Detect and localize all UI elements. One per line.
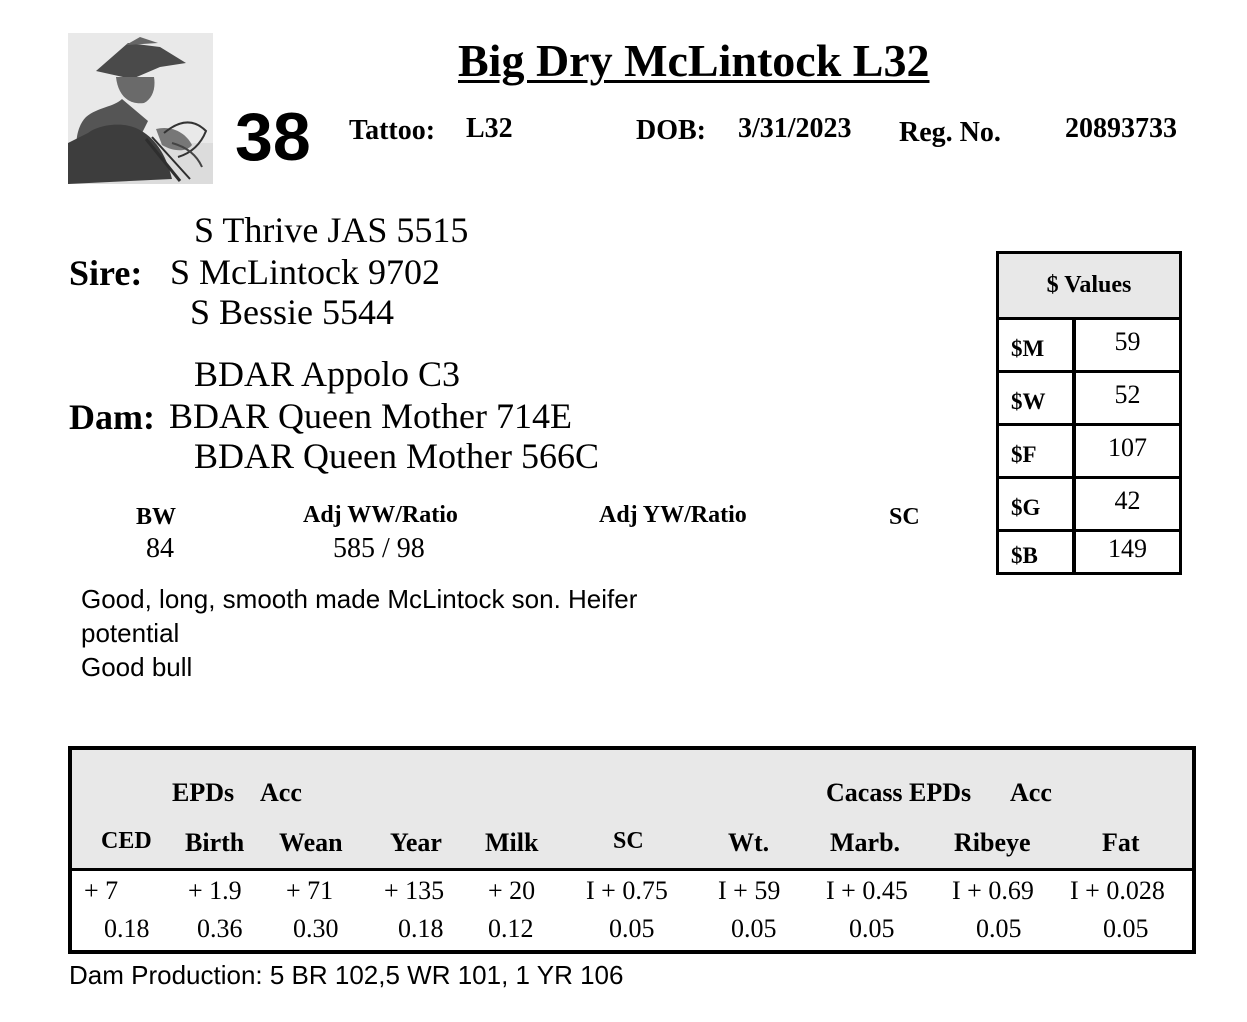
tattoo-value: L32 [466, 113, 513, 144]
dollar-value-row [999, 532, 1179, 572]
epd-acc-birth: 0.36 [197, 914, 243, 943]
dollar-value-key: $W [999, 373, 1076, 423]
dollar-value-key: $B [999, 532, 1076, 572]
epd-acc-wean: 0.30 [293, 914, 339, 943]
dollar-value-number: 107 [1108, 433, 1147, 462]
dollar-value-key: $F [999, 426, 1076, 476]
epd-value-wt: I + 59 [718, 876, 781, 905]
epd-acc-wt: 0.05 [731, 914, 777, 943]
dam-name: BDAR Queen Mother 714E [169, 396, 572, 436]
epd-col-fat: Fat [1102, 828, 1140, 857]
epd-col-milk: Milk [485, 828, 539, 857]
dollar-value-row [999, 373, 1179, 426]
dollar-value-number: 59 [1114, 327, 1141, 356]
remarks-line: Good bull [81, 652, 193, 682]
epd-acc-sc: 0.05 [609, 914, 655, 943]
epd-table [68, 746, 1196, 954]
epd-acc-marb: 0.05 [849, 914, 895, 943]
dob-label: DOB: [636, 115, 706, 146]
epd-value-marb: I + 0.45 [826, 876, 908, 905]
epd-col-ribeye: Ribeye [954, 828, 1031, 857]
remarks [81, 582, 721, 684]
dam-production: Dam Production: 5 BR 102,5 WR 101, 1 YR 106 [69, 960, 624, 990]
epd-value-year: + 135 [384, 876, 445, 905]
yw-label: Adj YW/Ratio [599, 502, 747, 528]
epd-col-year: Year [390, 828, 442, 857]
epd-col-wean: Wean [279, 828, 343, 857]
dollar-value-key: $G [999, 479, 1076, 529]
animal-name-title: Big Dry McLintock L32 [458, 35, 930, 86]
lot-number: 38 [235, 99, 311, 175]
dollar-values-table [996, 251, 1182, 575]
epd-value-milk: + 20 [488, 876, 536, 905]
dollar-values-title: $ Values [999, 254, 1179, 320]
epd-acc-year: 0.18 [398, 914, 444, 943]
sc-label: SC [889, 504, 920, 530]
dollar-value-key: $M [999, 320, 1076, 370]
epd-acc-label: Acc [260, 778, 302, 807]
epd-acc-ribeye: 0.05 [976, 914, 1022, 943]
registration-value: 20893733 [1065, 113, 1177, 144]
epd-col-birth: Birth [185, 828, 245, 857]
dollar-value-number: 42 [1114, 486, 1141, 515]
epd-group-label: EPDs [172, 778, 235, 807]
epd-value-ribeye: I + 0.69 [952, 876, 1034, 905]
epd-acc-fat: 0.05 [1103, 914, 1149, 943]
epd-value-birth: + 1.9 [188, 876, 242, 905]
sire-label: Sire: [69, 253, 143, 293]
remarks-line: Good, long, smooth made McLintock son. Heifer potential [81, 584, 638, 648]
dollar-value-number: 52 [1114, 380, 1141, 409]
epd-value-ced: + 7 [84, 876, 119, 905]
carcass-acc-label: Acc [1010, 778, 1052, 807]
dollar-value-row [999, 479, 1179, 532]
sire-sire: S Thrive JAS 5515 [194, 210, 469, 250]
dollar-value-row [999, 426, 1179, 479]
registration-label: Reg. No. [899, 117, 1001, 148]
dam-dam: BDAR Queen Mother 566C [194, 436, 599, 476]
bw-value: 84 [146, 533, 174, 564]
dollar-value-number: 149 [1108, 534, 1147, 563]
dob-value: 3/31/2023 [738, 113, 852, 144]
epd-table-header [72, 750, 1192, 871]
ww-value: 585 / 98 [333, 533, 425, 564]
cowboy-rider-icon [68, 33, 213, 184]
ww-label: Adj WW/Ratio [303, 502, 458, 528]
epd-col-ced: CED [101, 828, 152, 854]
epd-col-sc: SC [613, 828, 644, 854]
epd-value-wean: + 71 [286, 876, 334, 905]
epd-col-marb: Marb. [830, 828, 901, 857]
dollar-value-row [999, 320, 1179, 373]
epd-col-wt: Wt. [728, 828, 770, 857]
carcass-epd-group-label: Cacass EPDs [826, 778, 972, 807]
epd-acc-ced: 0.18 [104, 914, 150, 943]
sire-name: S McLintock 9702 [170, 252, 440, 292]
epd-acc-milk: 0.12 [488, 914, 534, 943]
tattoo-label: Tattoo: [349, 115, 436, 146]
bw-label: BW [136, 504, 177, 530]
sire-dam: S Bessie 5544 [190, 292, 395, 332]
epd-value-fat: I + 0.028 [1070, 876, 1165, 905]
dam-label: Dam: [69, 397, 155, 437]
epd-value-sc: I + 0.75 [586, 876, 668, 905]
dam-sire: BDAR Appolo C3 [194, 354, 461, 394]
